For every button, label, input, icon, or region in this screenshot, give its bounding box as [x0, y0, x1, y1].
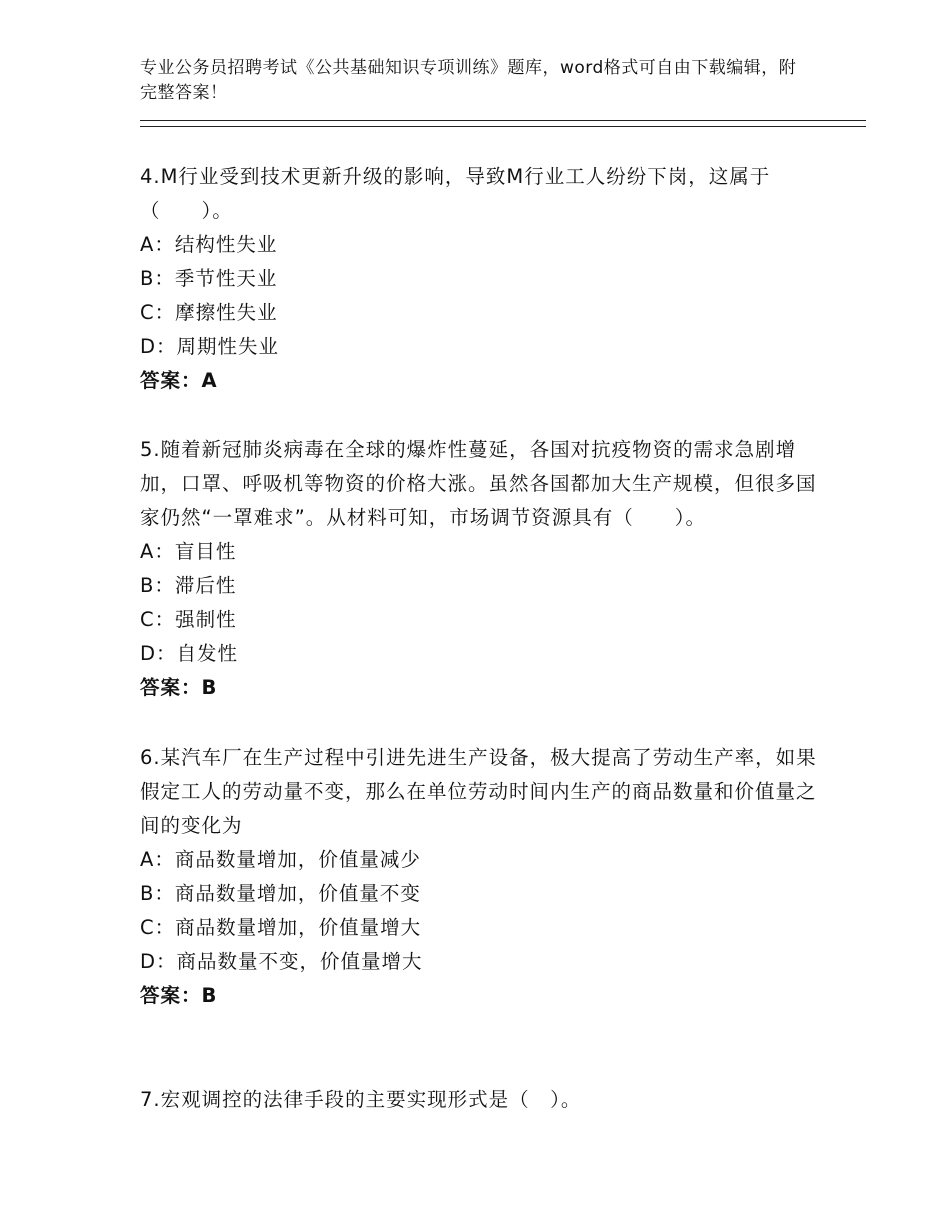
option-c: C：商品数量增加，价值量增大	[140, 916, 422, 939]
question-stem: 5.随着新冠肺炎病毒在全球的爆炸性蔓延，各国对抗疫物资的需求急剧增加，口罩、呼吸机等物资的价格大涨。虽然各国都加大生产规模，但很多国家仍然“一罩难求”。从材料可知，市场调节资源具有（ ）。	[140, 438, 817, 529]
question-stem: 7.宏观调控的法律手段的主要实现形式是（ ）。	[140, 1088, 582, 1111]
option-a: A：商品数量增加，价值量减少	[140, 848, 421, 871]
option-c: C：强制性	[140, 608, 237, 631]
option-b: B：商品数量增加，价值量不变	[140, 882, 421, 905]
header-divider	[140, 120, 866, 127]
question-5	[140, 433, 820, 705]
answer-line: 答案：A	[140, 369, 218, 392]
document-header: 专业公务员招聘考试《公共基础知识专项训练》题库，word格式可自由下载编辑，附完整答案！	[140, 58, 797, 103]
option-c: C：摩擦性失业	[140, 301, 278, 324]
option-b: B：滞后性	[140, 574, 237, 597]
option-d: D：自发性	[140, 642, 239, 665]
option-a: A：结构性失业	[140, 233, 278, 256]
option-d: D：周期性失业	[140, 335, 280, 358]
answer-line: 答案：B	[140, 676, 218, 699]
question-7	[140, 1083, 820, 1117]
answer-line: 答案：B	[140, 984, 218, 1007]
question-stem: 6.某汽车厂在生产过程中引进先进生产设备，极大提高了劳动生产率，如果假定工人的劳动量不变，那么在单位劳动时间内生产的商品数量和价值量之间的变化为	[140, 746, 817, 837]
question-4	[140, 160, 820, 398]
option-d: D：商品数量不变，价值量增大	[140, 950, 423, 973]
question-6	[140, 741, 820, 1013]
option-b: B：季节性天业	[140, 267, 278, 290]
option-a: A：盲目性	[140, 540, 237, 563]
question-stem: 4.M行业受到技术更新升级的影响，导致M行业工人纷纷下岗，这属于（ ）。	[140, 165, 771, 222]
